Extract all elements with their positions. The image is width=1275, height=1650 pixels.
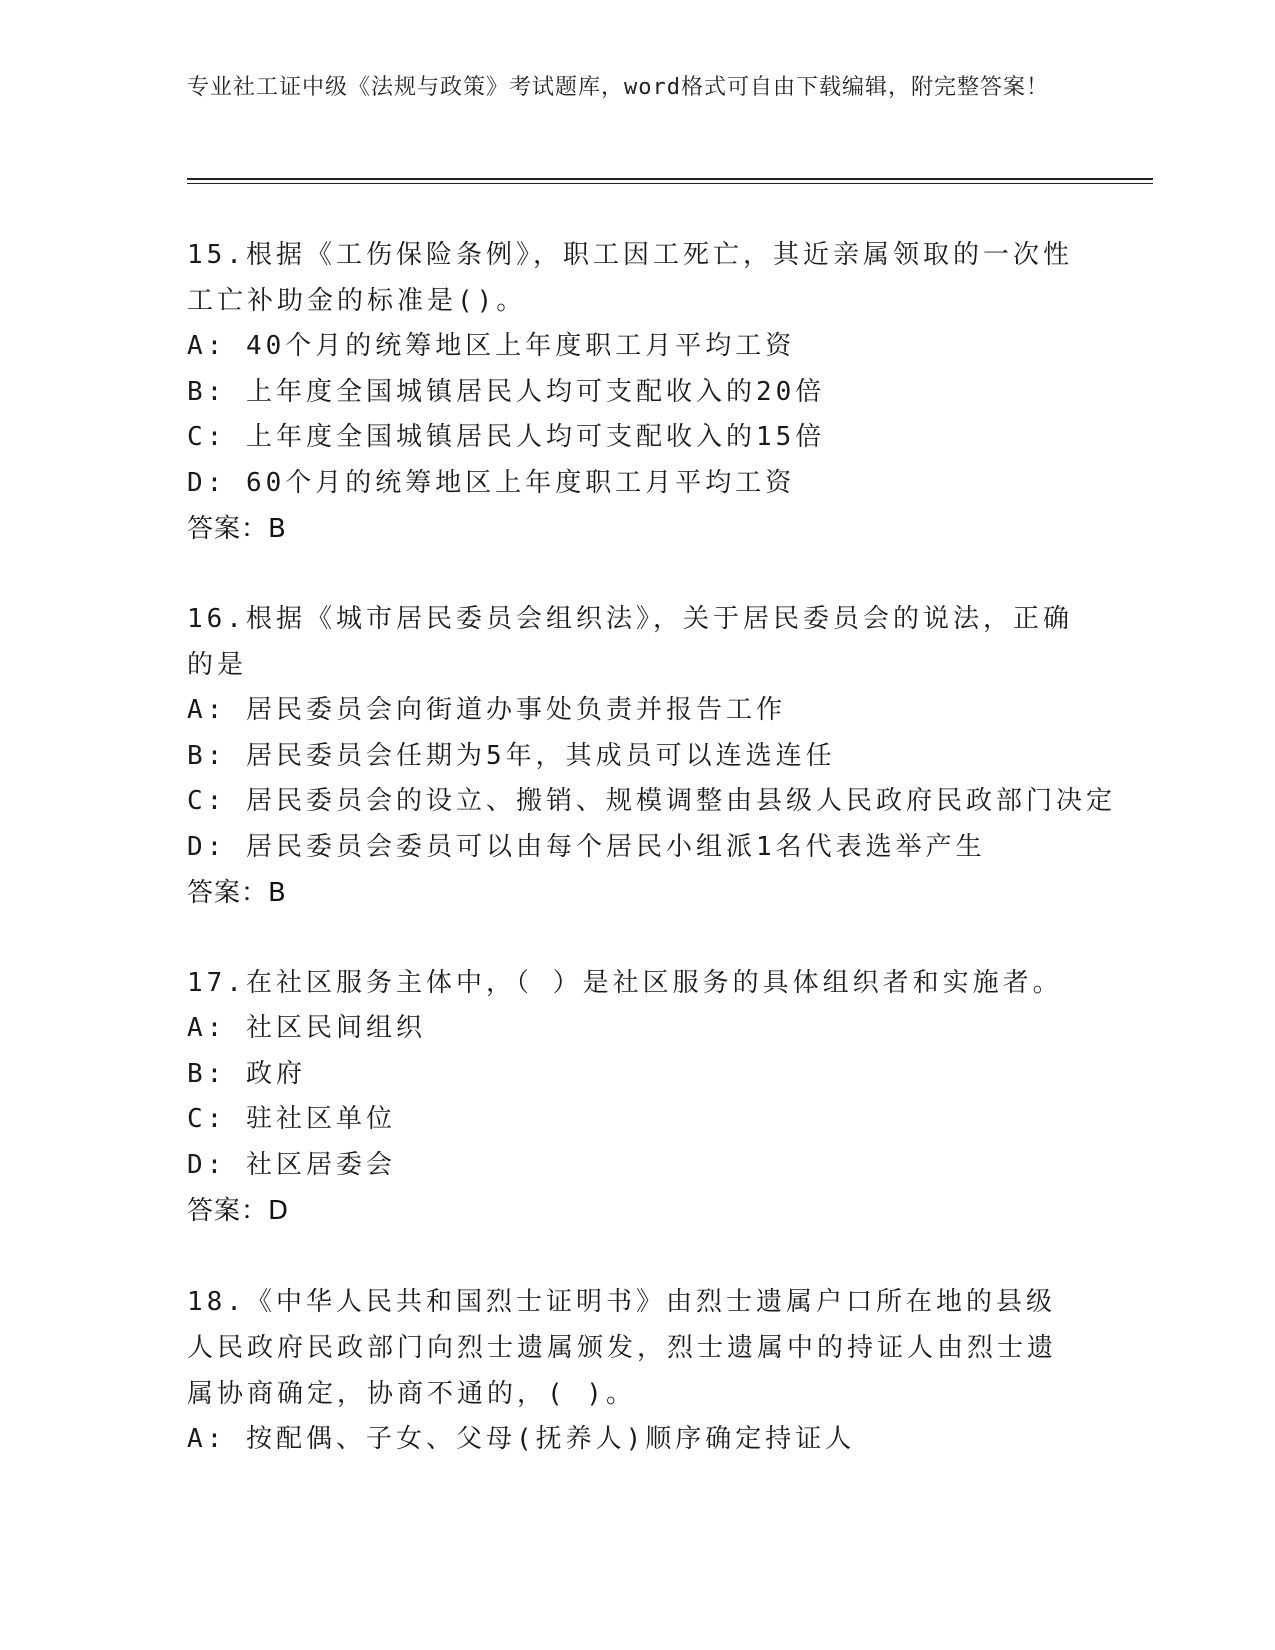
- question-stem: 18.《中华人民共和国烈士证明书》由烈士遗属户口所在地的县级人民政府民政部门向烈士遗属颁发，烈士遗属中的持证人由烈士遗属协商确定，协商不通的，( )。: [187, 1287, 1058, 1409]
- option-c: C: 上年度全国城镇居民人均可支配收入的15倍: [187, 422, 826, 452]
- option-b: B: 上年度全国城镇居民人均可支配收入的20倍: [187, 376, 826, 407]
- question-stem: 17.在社区服务主体中，（ ）是社区服务的具体组织者和实施者。: [187, 968, 1063, 998]
- option-d: D: 社区居委会: [187, 1149, 396, 1180]
- header-rule-thin: [187, 183, 1153, 184]
- header-rule-thick: [187, 178, 1153, 180]
- option-a: A: 按配偶、子女、父母(抚养人)顺序确定持证人: [187, 1424, 856, 1454]
- option-b: B: 居民委员会任期为5年，其成员可以连选连任: [187, 740, 836, 771]
- answer: 答案：D: [187, 1196, 290, 1226]
- question-15: [187, 232, 1077, 552]
- question-17: [187, 960, 1077, 1234]
- header-note: 专业社工证中级《法规与政策》考试题库，word格式可自由下载编辑，附完整答案！: [187, 75, 1049, 100]
- option-d: D: 居民委员会委员可以由每个居民小组派1名代表选举产生: [187, 831, 986, 862]
- question-18: [187, 1279, 1077, 1463]
- answer: 答案：B: [187, 878, 287, 908]
- option-b: B: 政府: [187, 1058, 306, 1089]
- question-stem: 15.根据《工伤保险条例》，职工因工死亡，其近亲属领取的一次性工亡补助金的标准是()。: [187, 240, 1073, 316]
- option-d: D: 60个月的统筹地区上年度职工月平均工资: [187, 467, 796, 498]
- question-16: [187, 596, 1116, 916]
- option-a: A: 40个月的统筹地区上年度职工月平均工资: [187, 331, 796, 361]
- answer: 答案：B: [187, 514, 287, 544]
- question-stem: 16.根据《城市居民委员会组织法》，关于居民委员会的说法，正确的是: [187, 604, 1073, 680]
- option-a: A: 社区民间组织: [187, 1013, 426, 1043]
- option-c: C: 居民委员会的设立、搬销、规模调整由县级人民政府民政部门决定: [187, 786, 1116, 816]
- option-a: A: 居民委员会向街道办事处负责并报告工作: [187, 695, 786, 725]
- option-c: C: 驻社区单位: [187, 1104, 396, 1134]
